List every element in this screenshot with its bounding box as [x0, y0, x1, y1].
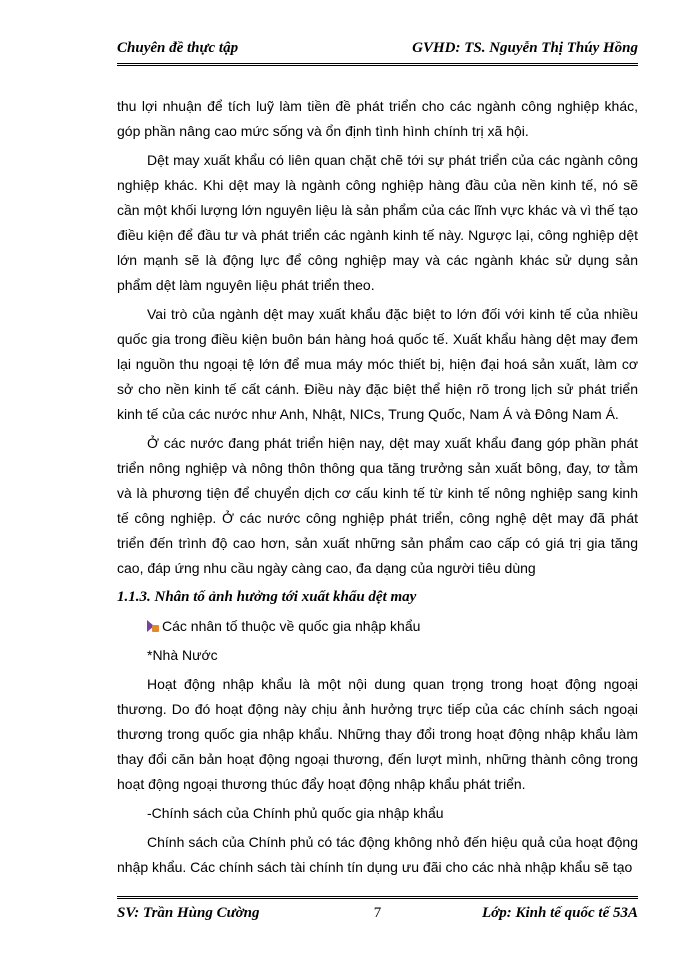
- section-heading: 1.1.3. Nhân tố ảnh hưởng tới xuất khẩu dệt may: [117, 589, 417, 605]
- header-advisor: GVHD: TS. Nguyễn Thị Thúy Hồng: [412, 40, 638, 56]
- header-title: Chuyên đề thực tập: [117, 40, 239, 56]
- page-footer: [117, 896, 638, 922]
- bullet-text: Các nhân tố thuộc về quốc gia nhập khẩu: [162, 618, 421, 634]
- paragraph-2: Dệt may xuất khẩu có liên quan chặt chẽ tới sự phát triển của các ngành công nghiệp khác. Khi dệt may là ngành công nghiệp hàng đầu của nền kinh tế, nó sẽ cần một khối lượng lớn nguyên liệu là sản phẩm của các lĩnh vực khác và vì thế tạo điều kiện để đầu tư và phát triển các ngành kinh tế này. Ngược lại, công nghiệp dệt lớn mạnh sẽ là động lực để công nghiệp may và các ngành khác sử dụng sản phẩm dệt làm nguyên liệu phát triển theo.: [117, 152, 638, 293]
- footer-student: SV: Trần Hùng Cường: [117, 905, 260, 921]
- bullet-icon: [147, 620, 159, 632]
- subheading-state: *Nhà Nước: [147, 647, 218, 663]
- paragraph-6: Chính sách của Chính phủ có tác động không nhỏ đến hiệu quả của hoạt động nhập khẩu. Các chính sách tài chính tín dụng ưu đãi cho các nhà nhập khẩu sẽ tạo: [117, 834, 638, 875]
- page-number: 7: [373, 905, 382, 921]
- bullet-item: [117, 614, 638, 639]
- paragraph-3: Vai trò của ngành dệt may xuất khẩu đặc biệt to lớn đối với kinh tế của nhiều quốc gia trong điều kiện buôn bán hàng hoá quốc tế. Xuất khẩu hàng dệt may đem lại nguồn thu ngoại tệ lớn để mua máy móc thiết bị, hiện đại hoá sản xuất, làm cơ sở cho nền kinh tế cất cánh. Điều này đặc biệt thể hiện rõ trong lịch sử phát triển kinh tế của các nước như Anh, Nhật, NICs, Trung Quốc, Nam Á và Đông Nam Á.: [117, 306, 638, 422]
- paragraph-4: Ở các nước đang phát triển hiện nay, dệt may xuất khẩu đang góp phần phát triển nông nghiệp và nông thôn thông qua tăng trưởng sản xuất bông, đay, tơ tằm và là phương tiện để chuyển dịch cơ cấu kinh tế từ kinh tế nông nghiệp sang kinh tế công nghiệp. Ở các nước công nghiệp phát triển, công nghệ dệt may đã phát triển đến trình độ cao hơn, sản xuất những sản phẩm cao cấp có giá trị gia tăng cao, đáp ứng nhu cầu ngày càng cao, đa dạng của người tiêu dùng: [117, 435, 638, 576]
- document-body: [117, 94, 638, 884]
- paragraph-1: thu lợi nhuận để tích luỹ làm tiền đề phát triển cho các ngành công nghiệp khác, góp phần nâng cao mức sống và ổn định tình hình chính trị xã hội.: [117, 98, 638, 139]
- subheading-policy: -Chính sách của Chính phủ quốc gia nhập khẩu: [147, 805, 444, 821]
- paragraph-5: Hoạt động nhập khẩu là một nội dung quan trọng trong hoạt động ngoại thương. Do đó hoạt động này chịu ảnh hưởng trực tiếp của các chính sách ngoại thương trong quốc gia nhập khẩu. Những thay đổi trong hoạt động nhập khẩu làm thay đổi căn bản hoạt động ngoại thương, đến lượt mình, những thành công trong hoạt động ngoại thương thúc đẩy hoạt động nhập khẩu phát triển.: [117, 676, 638, 792]
- footer-class: Lớp: Kinh tế quốc tế 53A: [482, 905, 638, 921]
- page-header: [117, 40, 638, 66]
